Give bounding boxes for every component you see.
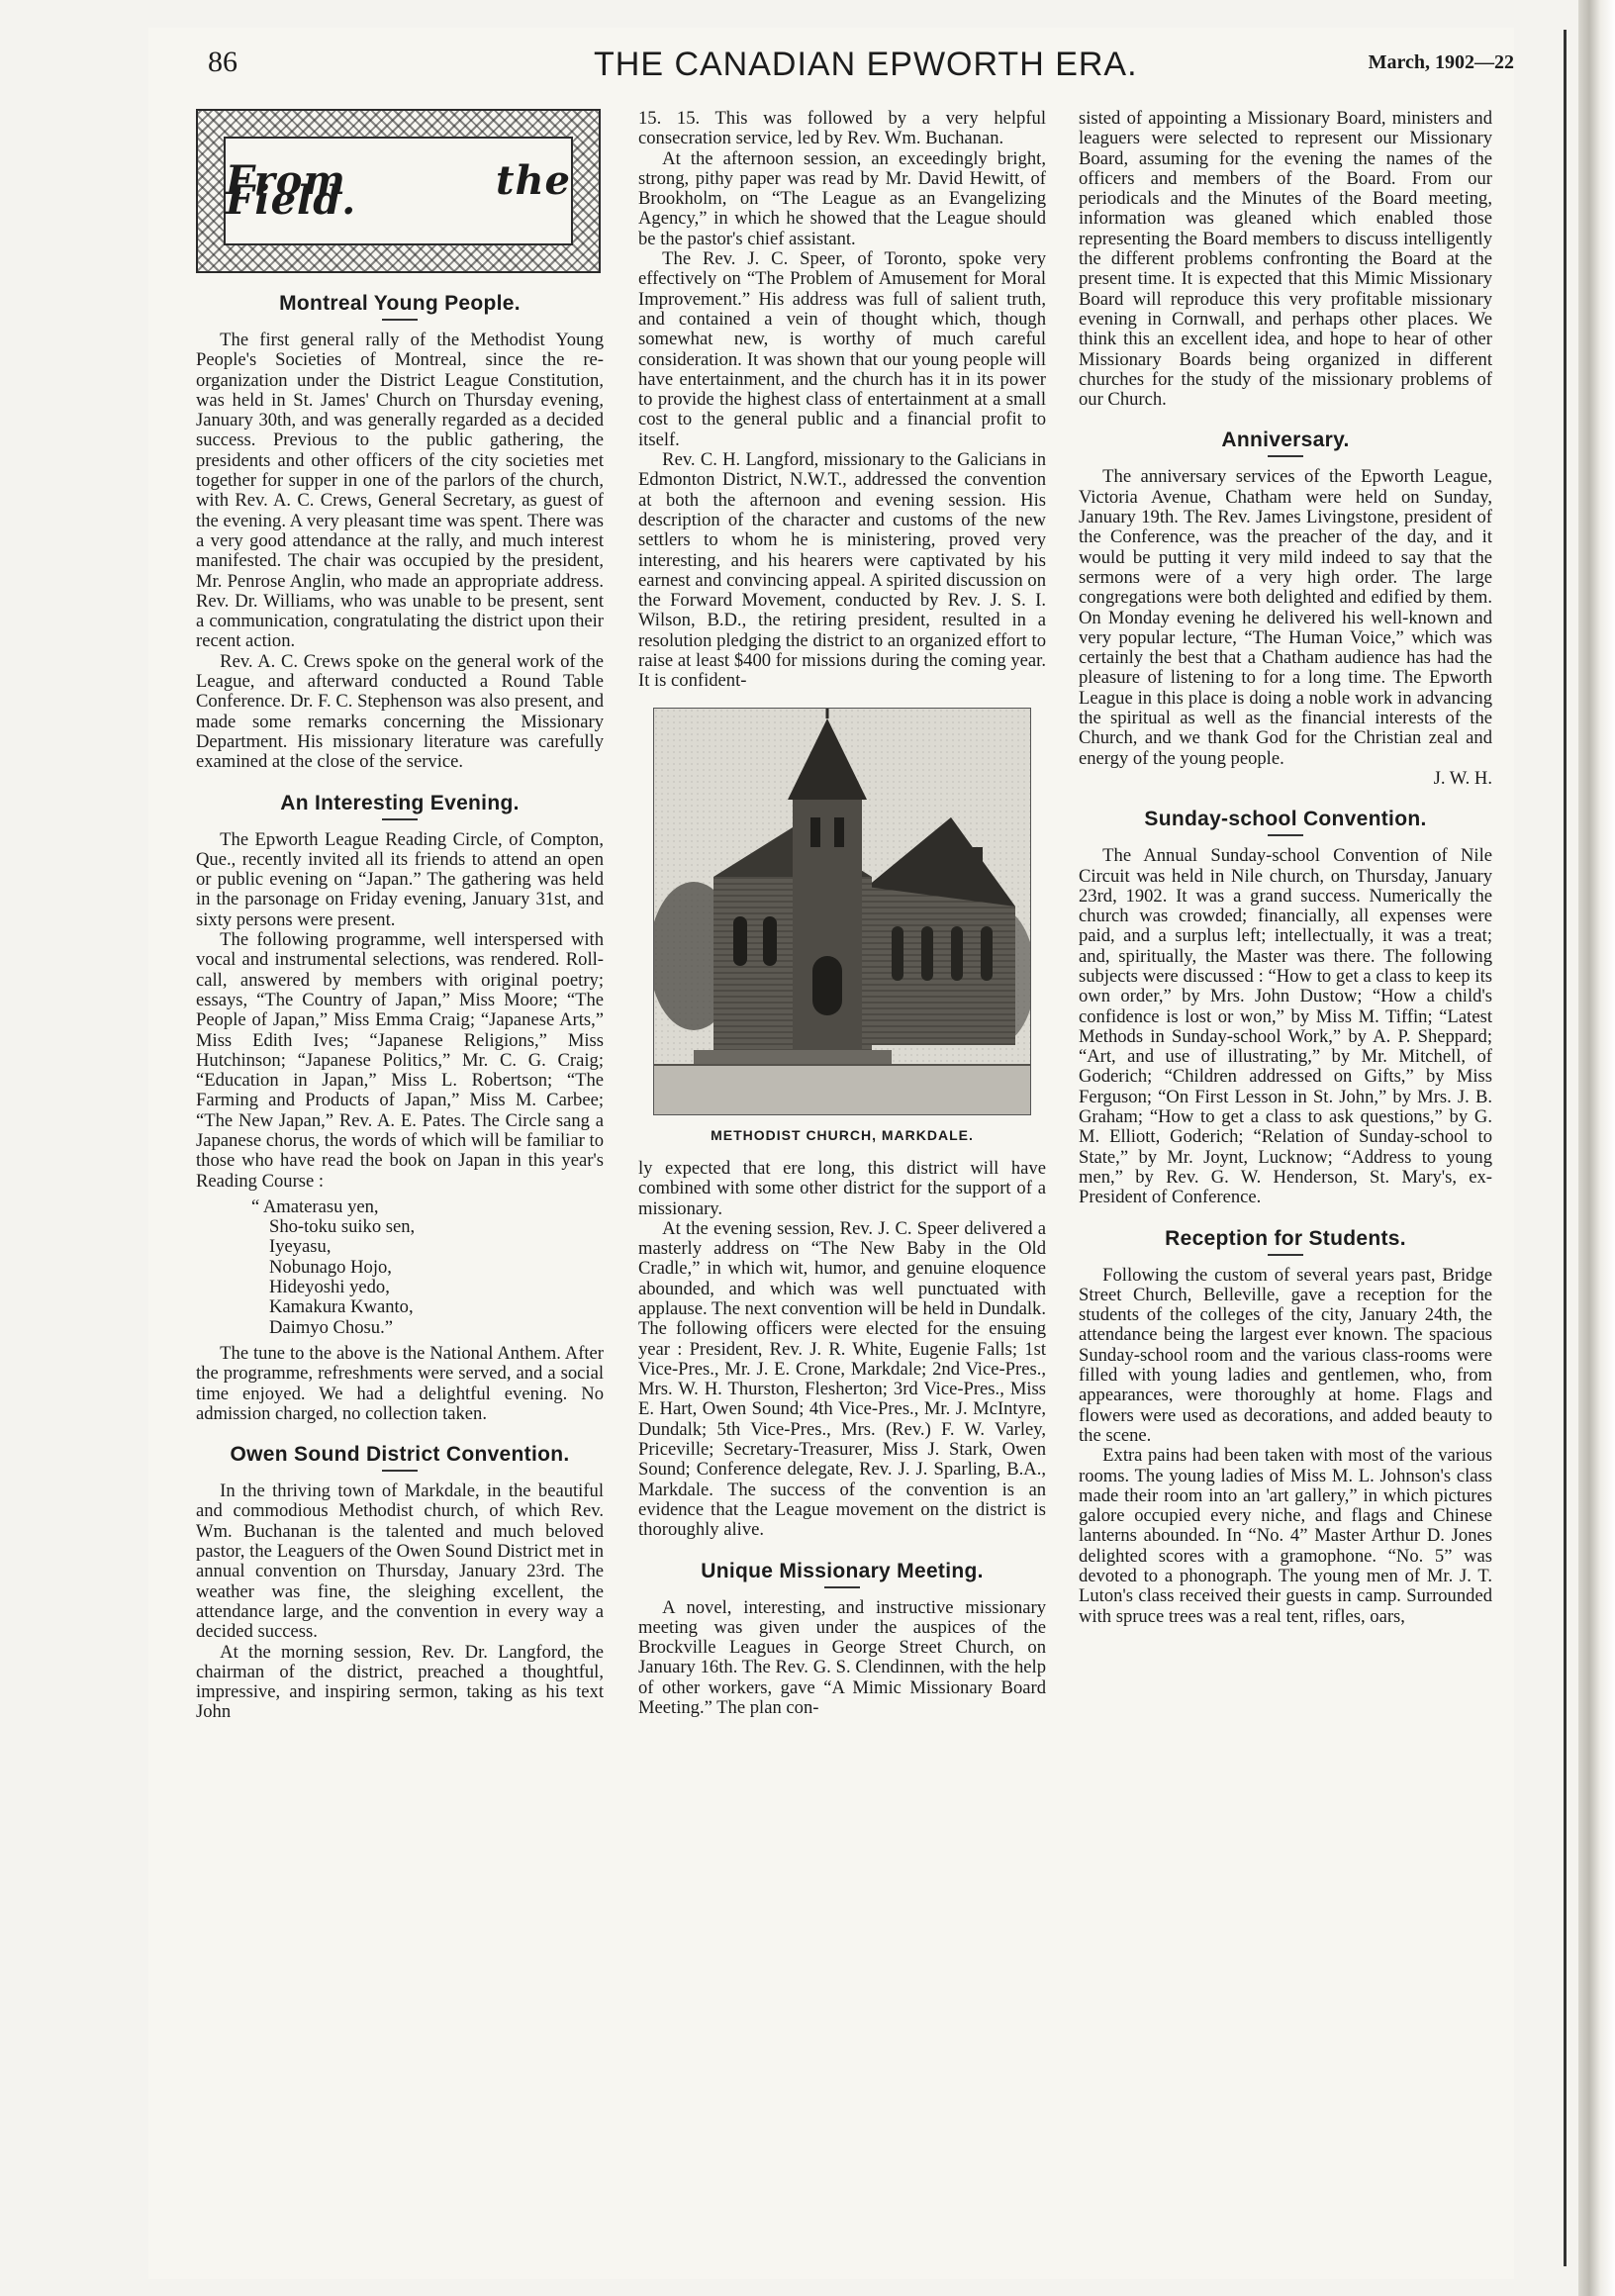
church-photo (653, 708, 1031, 1115)
church-figure (638, 708, 1046, 1145)
verse-line: Sho-toku suiko sen, (269, 1216, 416, 1238)
paragraph: The following programme, well interspersed with vocal and instrumental selections, was rendered. Roll-call, answered by members with original poetry; essays, “The Country of Japan,” Miss Moore; “The People of Japan,” Miss Emma Craig; “Japanese Arts,” Miss Edith Ives; “Japanese Religions,” Miss Hutchinson; “Japanese Politics,” Mr. C. G. Craig; “Education in Japan,” Miss L. Robertson; “The Farming and Products of Japan,” Miss M. Carbee; “The New Japan,” Rev. A. E. Pates. The Circle sang a Japanese chorus, the words of which will be familiar to those who have read the book on Japan in this year's Reading Course : (196, 929, 604, 1192)
journal-title: THE CANADIAN EPWORTH ERA. (594, 46, 1138, 83)
heading-rule (1268, 1254, 1303, 1256)
paragraph: In the thriving town of Markdale, in the beautiful and commodious Methodist church, of which Rev. Wm. Buchanan is the talented and much beloved pastor, the Leaguers of the Owen Sound District met in annual convention on Thursday, January 23rd. The weather was fine, the sleighing excellent, the attendance large, and the convention in every way a decided success. (196, 1481, 604, 1643)
paragraph: At the morning session, Rev. Dr. Langford, the chairman of the district, preached a thoughtful, impressive, and inspiring sermon, taking as his text John (196, 1641, 604, 1723)
paragraph: The Annual Sunday-school Convention of Nile Circuit was held in Nile church, on Thursday, January 23rd, 1902. It was a grand success. Numerically the church was crowded; financially, all expenses were paid, and a surplus left; intellectually, it was a treat; and, spiritually, the Master was there. The following subjects were discussed : “How to get a class to keep its own order,” by Mrs. John Dustow; “How a child's confidence is lost or won,” by Miss M. Tiffin; “Latest Methods in Sunday-school Work,” by A. P. Sheppard; “Art, and use of illustrating,” by Mr. Mitchell, of Goderich; “Children addressed on Gifts,” by Miss Ferguson; “On First Lesson in St. John,” by Mrs. J. B. Graham; “How to get a class to ask questions,” by G. M. Elliott, Goderich; “Relation of Sunday-school to State,” by Mr. Joynt, Lucknow; “Address to young men,” by Rev. G. W. Henderson, St. Mary's, ex-President of Conference. (1079, 845, 1492, 1208)
paragraph: A novel, interesting, and instructive missionary meeting was given under the auspices of the Brockville Leagues in George Street Church, on January 16th. The Rev. G. S. Clendinnen, with the help of other workers, gave “A Mimic Missionary Board Meeting.” The plan con- (638, 1596, 1046, 1719)
binding-edge-line (1564, 30, 1567, 2266)
heading-rule (382, 319, 418, 321)
book-spine (1578, 0, 1615, 2296)
verse-line: Hideyoshi yedo, (269, 1277, 390, 1298)
paragraph: Extra pains had been taken with most of the various rooms. The young ladies of Miss M. L. Johnson's class made their room into an 'art gallery,” in which pictures galore occupied every niche, and flags and Chinese lanterns abounded. In “No. 4” Master Arthur D. Jones delighted scores with a gramophone. “No. 5” was devoted to a phonograph. The young men of Mr. J. T. Luton's class received their guests in camp. Surrounded with spruce trees was a real tent, rifles, oars, (1079, 1445, 1492, 1627)
paragraph: Following the custom of several years past, Bridge Street Church, Belleville, gave a reception for the students of the colleges of the city, January 24th, the attendance being the largest ever known. The spacious Sunday-school room and the various class-rooms were filled with young ladies and gentlemen, who, from appearances, were thoroughly at home. Flags and flowers were used as decorations, and added beauty to the scene. (1079, 1264, 1492, 1446)
page-number: 86 (208, 46, 238, 78)
figure-caption: METHODIST CHURCH, MARKDALE. (711, 1126, 974, 1143)
paragraph: 15. 15. This was followed by a very helpful consecration service, led by Rev. Wm. Buchanan. (638, 108, 1046, 149)
paragraph: The anniversary services of the Epworth League, Victoria Avenue, Chatham were held on Sunday, January 19th. The Rev. James Livingstone, president of the Conference, was the preacher of the day, and it would be putting it very mild indeed to say that the sermons were of a very high order. The large congregations were both delighted and edified by them. On Monday evening he delivered his well-known and very popular lecture, “The Human Voice,” which was certainly the best that a Chatham audience has had the pleasure of listening to for a long time. The Epworth League in this place is doing a noble work in advancing the spiritual as well as the financial interests of the Church, and we thank God for the Christian zeal and energy of the young people. (1079, 466, 1492, 769)
verse-line: “ Amaterasu yen, (251, 1196, 379, 1217)
paragraph: The tune to the above is the National Anthem. After the programme, refreshments were served, and a social time enjoyed. We had a delightful evening. No admission charged, no collection taken. (196, 1342, 604, 1424)
japanese-chorus-verse (251, 1197, 604, 1338)
paragraph: Rev. A. C. Crews spoke on the general work of the League, and afterward conducted a Round Table Conference. Dr. F. C. Stephenson was also present, and made some remarks concerning the Missionary Department. His missionary literature was carefully examined at the close of the service. (196, 650, 604, 773)
paragraph: sisted of appointing a Missionary Board, ministers and leaguers were selected to represent our Missionary Board, assuming for the evening the names of the officers and members of the Board. From our periodicals and the Minutes of the Board meeting, information was gleaned which enabled those representing the Board members to discuss intelligently the different problems confronting the Board at the present time. It is expected that this Mimic Missionary Board will reproduce this very profitable missionary evening in Cornwall, and perhaps other places. We think this an excellent idea, and hope to hear of other Missionary Boards being organized in different churches for the study of the missionary problems of our Church. (1079, 108, 1492, 411)
heading-rule (382, 818, 418, 820)
column-3 (1079, 109, 1492, 1627)
banner-panel (224, 137, 573, 245)
paragraph: Rev. C. H. Langford, missionary to the Galicians in Edmonton District, N.W.T., addressed the convention at both the afternoon and evening session. His description of the character and customs of the new settlers to whom he is ministering, proved very interesting, and his hearers were captivated by his earnest and convincing appeal. A spirited discussion on the Forward Movement, conducted by Rev. J. S. I. Wilson, B.D., the retiring president, resulted in a resolution pledging the district to an organized effort to raise at least $400 for missions during the coming year. It is confident- (638, 449, 1046, 692)
paragraph: The Rev. J. C. Speer, of Toronto, spoke very effectively on “The Problem of Amusement for Moral Improvement.” His address was full of salient truth, and contained a vein of thought which, though somewhat new, is worthy of much careful consideration. It was shown that our young people will have entertainment, and the church has it in its power to provide the highest class of entertainment at a small cost to the general public and a financial profit to itself. (638, 248, 1046, 450)
heading-owen-sound-convention: Owen Sound District Convention. (230, 1443, 570, 1467)
column-1 (196, 109, 604, 1723)
heading-rule (824, 1586, 860, 1588)
verse-line: Daimyo Chosu.” (269, 1316, 393, 1338)
masthead (208, 46, 1514, 97)
column-2 (638, 109, 1046, 1718)
heading-anniversary: Anniversary. (1221, 429, 1350, 452)
heading-interesting-evening: An Interesting Evening. (280, 791, 520, 814)
heading-rule (1268, 834, 1303, 836)
paragraph: At the evening session, Rev. J. C. Speer delivered a masterly address on “The New Baby in the Old Cradle,” in which wit, humor, and genuine eloquence abounded, and which was well punctuated with applause. The next convention will be held in Dundalk. The following officers were elected for the ensuing year : President, Rev. J. R. White, Eugenie Falls; 1st Vice-Pres., Mr. J. E. Crone, Markdale; 2nd Vice-Pres., Mrs. W. H. Thurston, Flesherton; 3rd Vice-Pres., Miss E. Hart, Owen Sound; 4th Vice-Pres., Mr. J. McIntyre, Dundalk; 5th Vice-Pres., Mrs. (Rev.) F. W. Varley, Priceville; Secretary-Treasurer, Miss J. Stark, Owen Sound; Conference delegate, Rev. J. J. Sparling, B.A., Markdale. The success of the convention is an evidence that the League movement on the district is thoroughly alive. (638, 1217, 1046, 1541)
heading-unique-missionary-meeting: Unique Missionary Meeting. (701, 1559, 984, 1582)
heading-rule (382, 1470, 418, 1472)
signature: J. W. H. (1433, 767, 1492, 789)
paragraph: The Epworth League Reading Circle, of Compton, Que., recently invited all its friends to attend an open or public evening on “Japan.” The gathering was held in the parsonage on Friday evening, January 31st, and sixty persons were present. (196, 828, 604, 930)
heading-montreal-young-people: Montreal Young People. (279, 292, 521, 315)
verse-line: Iyeyasu, (269, 1236, 332, 1258)
paragraph: The first general rally of the Methodist Young People's Societies of Montreal, since the re-organization under the District League Constitution, was held in St. James' Church on Thursday evening, January 30th, and was generally regarded as a decided success. Previous to the public gathering, the presidents and other officers of the city societies met together for supper in one of the parlors of the church, with Rev. A. C. Crews, General Secretary, as guest of the evening. A very pleasant time was spent. There was a very good attendance at the rally, and much interest manifested. The chair was occupied by the president, Mr. Penrose Anglin, who made an appropriate address. Rev. Dr. Williams, who was unable to be present, sent a communication, congratulating the district upon their recent action. (196, 330, 604, 652)
banner-title: From the Field. (226, 156, 571, 224)
issue-date: March, 1902—22 (1368, 51, 1514, 73)
church-illustration (654, 709, 1030, 1114)
heading-reception-for-students: Reception for Students. (1165, 1226, 1406, 1250)
verse-line: Nobunago Hojo, (269, 1256, 392, 1278)
paragraph: ly expected that ere long, this district will have combined with some other district for the support of a missionary. (638, 1157, 1046, 1219)
from-the-field-banner (196, 109, 601, 273)
heading-sunday-school-convention: Sunday-school Convention. (1144, 808, 1427, 831)
paragraph: At the afternoon session, an exceedingly bright, strong, pithy paper was read by Mr. David Hewitt, of Brookholm, on “The League as an Evangelizing Agency,” in which he showed that the League should be the pastor's chief assistant. (638, 147, 1046, 249)
heading-rule (1268, 455, 1303, 457)
verse-line: Kamakura Kwanto, (269, 1296, 414, 1318)
